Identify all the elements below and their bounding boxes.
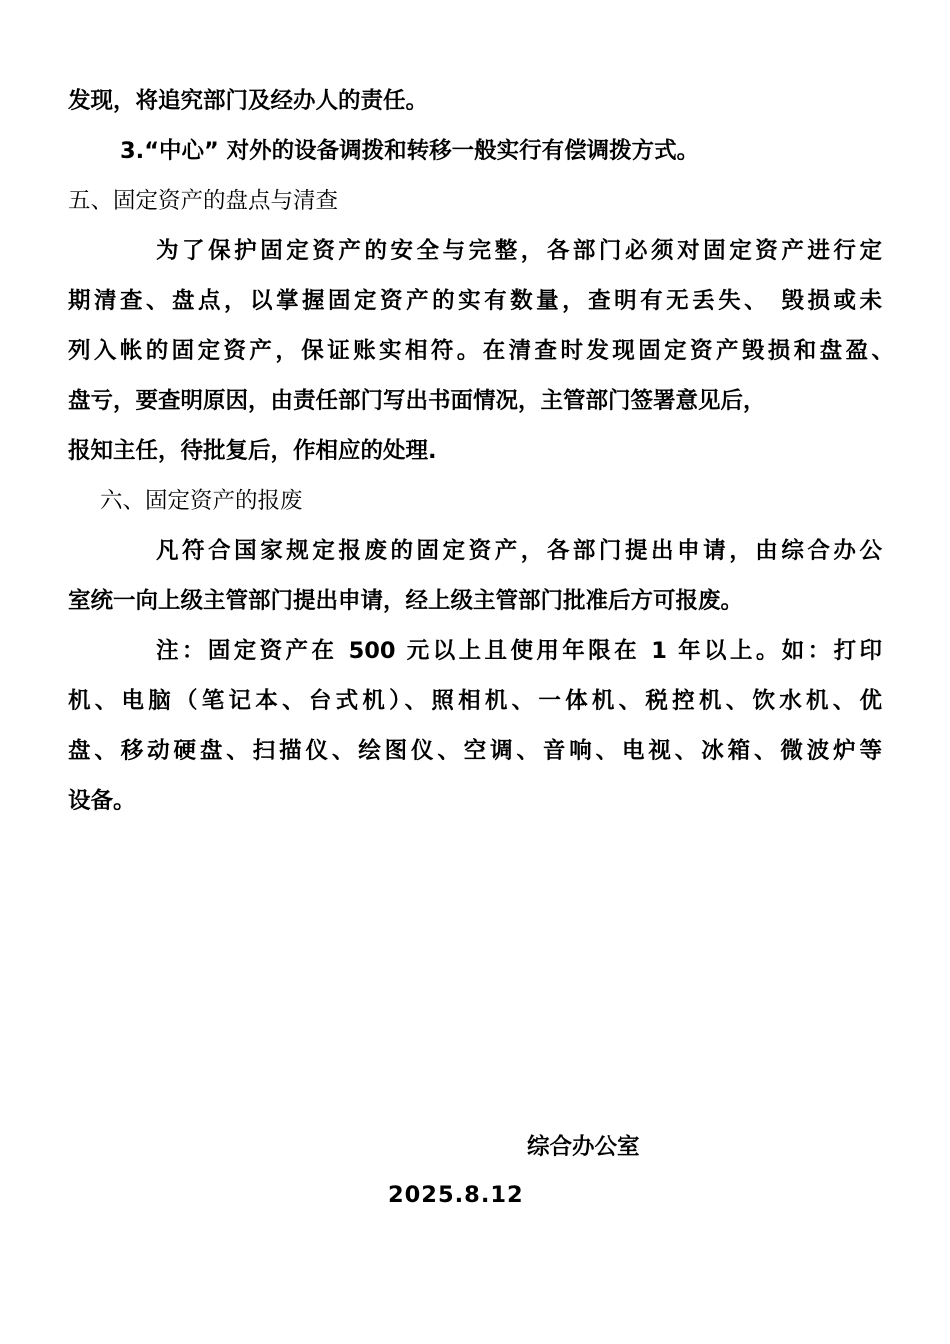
note-line: 设备。 [68,788,136,814]
paragraph-line: 凡符合国家规定报废的固定资产，各部门提出申请，由综合办公 [156,538,882,564]
section-heading: 五、固定资产的盘点与清查 [68,188,339,214]
paragraph-line: 室统一向上级主管部门提出申请，经上级主管部门批准后方可报废。 [68,588,744,614]
paragraph-line: 为了保护固定资产的安全与完整，各部门必须对固定资产进行定 [156,238,882,264]
paragraph-line: 期清查、盘点，以掌握固定资产的实有数量，查明有无丢失、 毁损或未 [68,288,882,314]
paragraph-line: 盘亏，要查明原因，由责任部门写出书面情况，主管部门签署意见后， [68,388,766,414]
note-line: 机、电脑（笔记本、台式机）、照相机、一体机、税控机、饮水机、优 [68,688,882,714]
paragraph-line: 列入帐的固定资产，保证账实相符。在清查时发现固定资产毁损和盘盈、 [68,338,894,364]
note-line: 注：固定资产在 500 元以上且使用年限在 1 年以上。如：打印 [156,638,882,664]
paragraph-line: 3.“中心” 对外的设备调拨和转移一般实行有偿调拨方式。 [120,138,700,164]
signature-department: 综合办公室 [527,1134,640,1160]
note-line: 盘、移动硬盘、扫描仪、绘图仪、空调、音响、电视、冰箱、微波炉等 [68,738,882,764]
signature-date: 2025.8.12 [388,1182,524,1208]
paragraph-line: 报知主任，待批复后，作相应的处理. [68,438,437,464]
paragraph-line: 发现，将追究部门及经办人的责任。 [68,88,429,114]
section-heading: 六、固定资产的报废 [100,488,303,514]
